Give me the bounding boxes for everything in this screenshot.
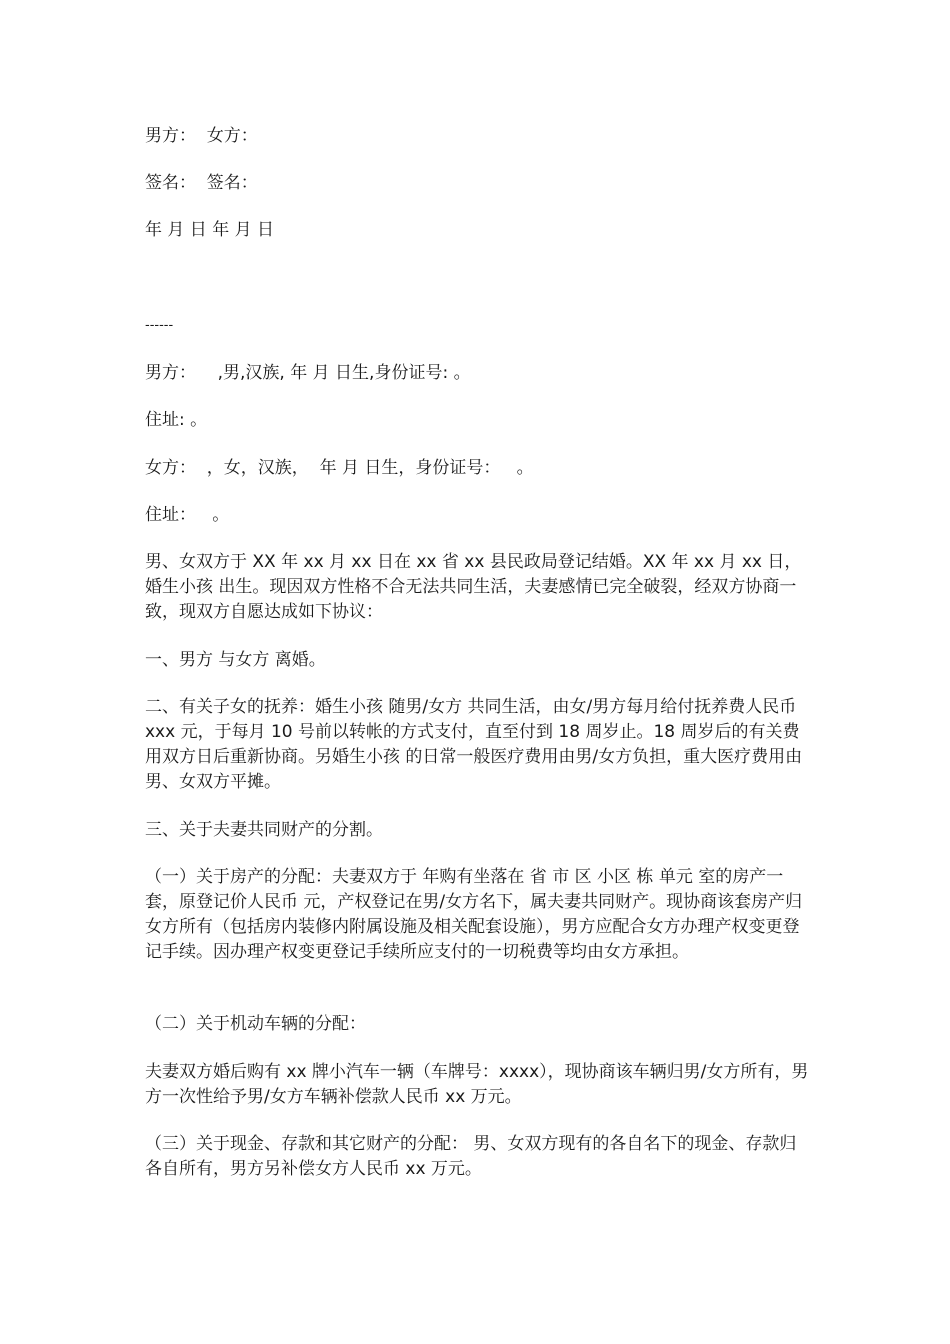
clause-divorce: 一、男方 与女方 离婚。 [145,650,326,670]
signature-names: 签名： 签名： [145,173,258,193]
female-address: 住址： 。 [145,505,230,525]
male-address: 住址: 。 [145,410,208,430]
intro-paragraph: 男、女双方于 XX 年 xx 月 xx 日在 xx 省 xx 县民政局登记结婚。XX 年 xx 月 xx 日，婚生小孩 出生。现因双方性格不合无法共同生活，夫妻感情已完全破裂，经双方协商一致，现双方自愿达成如下协议： [145,552,802,622]
female-party-info: 女方： ，女，汉族， 年 月 日生，身份证号： 。 [145,458,534,478]
clause-real-estate: （一）关于房产的分配：夫妻双方于 年购有坐落在 省 市 区 小区 栋 单元 室的房产一套，原登记价人民币 元，产权登记在男/女方名下，属夫妻共同财产。现协商该套房产归女方所有（包括房内装修内附属设施及相关配套设施），男方应配合女方办理产权变更登记手续。因办理产权变更登记手续所应支付的一切税费等均由女方承担。 [145,867,803,962]
signature-dates: 年 月 日 年 月 日 [145,220,275,240]
clause-child-support: 二、有关子女的抚养：婚生小孩 随男/女方 共同生活，由女/男方每月给付抚养费人民币 xxx 元，于每月 10 号前以转帐的方式支付，直至付到 18 周岁止。18 周岁后的有关费用双方日后重新协商。另婚生小孩 的日常一般医疗费用由男/女方负担，重大医疗费用由男、女双方平摊。 [145,697,803,792]
clause-vehicle-body: 夫妻双方婚后购有 xx 牌小汽车一辆（车牌号：xxxx），现协商该车辆归男/女方所有，男方一次性给予男/女方车辆补偿款人民币 xx 万元。 [145,1062,809,1107]
section-divider: ------ [145,318,174,333]
clause-property-title: 三、关于夫妻共同财产的分割。 [145,820,383,840]
clause-vehicle-title: （二）关于机动车辆的分配： [145,1014,366,1034]
male-party-info: 男方： ,男,汉族, 年 月 日生,身份证号: 。 [145,363,471,383]
signature-parties: 男方： 女方： [145,126,258,146]
clause-cash-deposits: （三）关于现金、存款和其它财产的分配： 男、女双方现有的各自名下的现金、存款归各自所有，男方另补偿女方人民币 xx 万元。 [145,1134,797,1179]
